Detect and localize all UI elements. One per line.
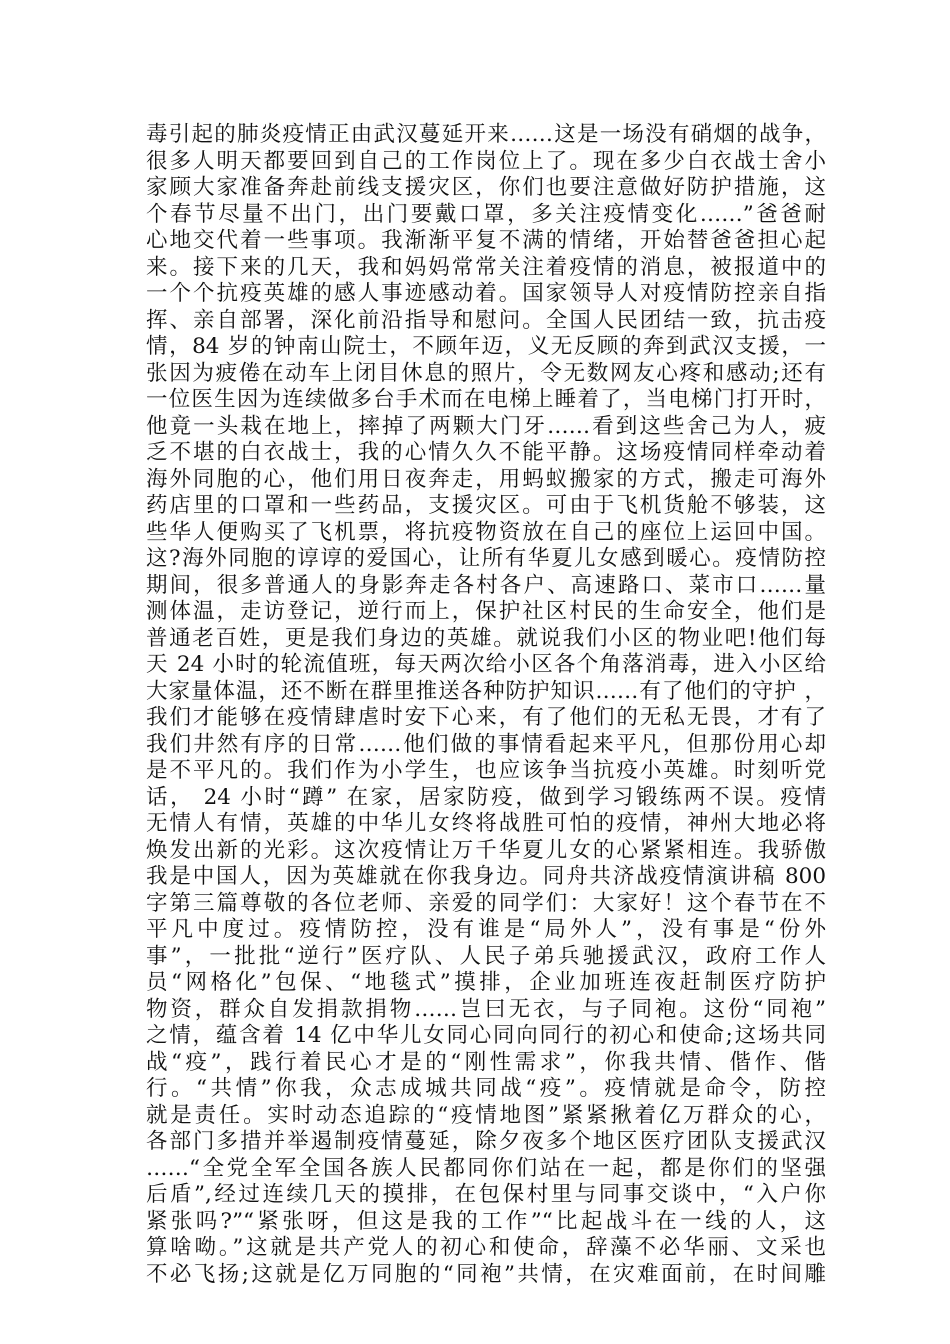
text-line: 一位医生因为连续做多台手术而在电梯上睡着了，当电梯门打开时，	[146, 387, 826, 412]
text-line: 员“网格化”包保、“地毯式”摸排，企业加班连夜赶制医疗防护	[146, 970, 826, 995]
text-line: 来。接下来的几天，我和妈妈常常关注着疫情的消息，被报道中的	[146, 254, 826, 280]
text-line: 张因为疲倦在动车上闭目休息的照片，令无数网友心疼和感动;还有	[146, 360, 826, 386]
text-line: 这?海外同胞的谆谆的爱国心，让所有华夏儿女感到暖心。疫情防控	[146, 546, 826, 571]
text-line: 些华人便购买了飞机票，将抗疫物资放在自己的座位上运回中国。	[146, 519, 826, 545]
text-line: 就是责任。实时动态追踪的“疫情地图”紧紧揪着亿万群众的心，	[146, 1102, 826, 1128]
text-line: 家顾大家准备奔赴前线支援灾区，你们也要注意做好防护措施，这	[146, 175, 826, 200]
body-text	[146, 122, 826, 1288]
text-line: 我们井然有序的日常……他们做的事情看起来平凡，但那份用心却	[146, 731, 826, 757]
text-line: 后盾”,经过连续几天的摸排，在包保村里与同事交谈中，“入户你	[146, 1182, 826, 1207]
text-line: 他竟一头栽在地上，摔掉了两颗大门牙……看到这些舍己为人，疲	[146, 413, 826, 439]
text-line: 很多人明天都要回到自己的工作岗位上了。现在多少白衣战士舍小	[146, 148, 826, 174]
text-line: 测体温，走访登记，逆行而上，保护社区村民的生命安全，他们是	[146, 599, 826, 624]
text-line: 一个个抗疫英雄的感人事迹感动着。国家领导人对疫情防控亲自指	[146, 281, 826, 306]
text-line: 之情，蕴含着 14 亿中华儿女同心同向同行的初心和使命;这场共同	[146, 1023, 826, 1048]
text-line: 字第三篇尊敬的各位老师、亲爱的同学们：大家好！这个春节在不	[146, 890, 826, 916]
text-line: 天 24 小时的轮流值班，每天两次给小区各个角落消毒，进入小区给	[146, 652, 826, 677]
text-line: 行。“共情”你我，众志成城共同战“疫”。疫情就是命令，防控	[146, 1076, 826, 1101]
text-line: 乏不堪的白衣战士，我的心情久久不能平静。这场疫情同样牵动着	[146, 440, 826, 465]
text-line: 毒引起的肺炎疫情正由武汉蔓延开来……这是一场没有硝烟的战争，	[146, 122, 826, 147]
text-line: 普通老百姓，更是我们身边的英雄。就说我们小区的物业吧!他们每	[146, 625, 826, 651]
text-line: 大家量体温，还不断在群里推送各种防护知识……有了他们的守护 ，	[146, 678, 826, 704]
text-line: 焕发出新的光彩。这次疫情让万千华夏儿女的心紧紧相连。我骄傲	[146, 837, 826, 863]
text-line: 算啥呦。”这就是共产党人的初心和使命，辞藻不必华丽、文采也	[146, 1235, 826, 1260]
text-line: 期间，很多普通人的身影奔走各村各户、高速路口、菜市口……量	[146, 572, 826, 598]
text-line: 情，84 岁的钟南山院士，不顾年迈，义无反顾的奔到武汉支援，一	[146, 334, 826, 359]
text-line: 无情人有情，英雄的中华儿女终将战胜可怕的疫情，神州大地必将	[146, 811, 826, 836]
text-line: 个春节尽量不出门，出门要戴口罩，多关注疫情变化……”爸爸耐	[146, 201, 826, 227]
text-line: 我是中国人，因为英雄就在你我身边。同舟共济战疫情演讲稿 800	[146, 864, 826, 889]
text-line: 挥、亲自部署，深化前沿指导和慰问。全国人民团结一致，抗击疫	[146, 307, 826, 333]
text-line: 我们才能够在疫情肆虐时安下心来，有了他们的无私无畏，才有了	[146, 705, 826, 730]
text-line: 不必飞扬;这就是亿万同胞的“同袍”共情，在灾难面前，在时间雕	[146, 1261, 826, 1287]
text-line: 海外同胞的心，他们用日夜奔走，用蚂蚁搬家的方式，搬走可海外	[146, 466, 826, 492]
text-line: 药店里的口罩和一些药品，支援灾区。可由于飞机货舱不够装，这	[146, 493, 826, 518]
text-line: 战“疫”，践行着民心才是的“刚性需求”，你我共情、偕作、偕	[146, 1049, 826, 1075]
text-line: 平凡中度过。疫情防控，没有谁是“局外人”，没有事是“份外	[146, 917, 826, 942]
text-line: 紧张吗?”“紧张呀，但这是我的工作”“比起战斗在一线的人，这	[146, 1208, 826, 1234]
text-line: 话， 24 小时“蹲” 在家，居家防疫，做到学习锻练两不误。疫情	[146, 784, 826, 810]
text-line: 事”，一批批“逆行”医疗队、人民子弟兵驰援武汉，政府工作人	[146, 943, 826, 969]
text-line: 物资，群众自发捐款捐物……岂曰无衣，与子同袍。这份“同袍”	[146, 996, 826, 1022]
text-line: 心地交代着一些事项。我渐渐平复不满的情绪，开始替爸爸担心起	[146, 228, 826, 253]
text-line: ……“全党全军全国各族人民都同你们站在一起，都是你们的坚强	[146, 1155, 826, 1181]
text-line: 各部门多措并举遏制疫情蔓延，除夕夜多个地区医疗团队支援武汉	[146, 1129, 826, 1154]
text-line: 是不平凡的。我们作为小学生，也应该争当抗疫小英雄。时刻听党	[146, 758, 826, 783]
